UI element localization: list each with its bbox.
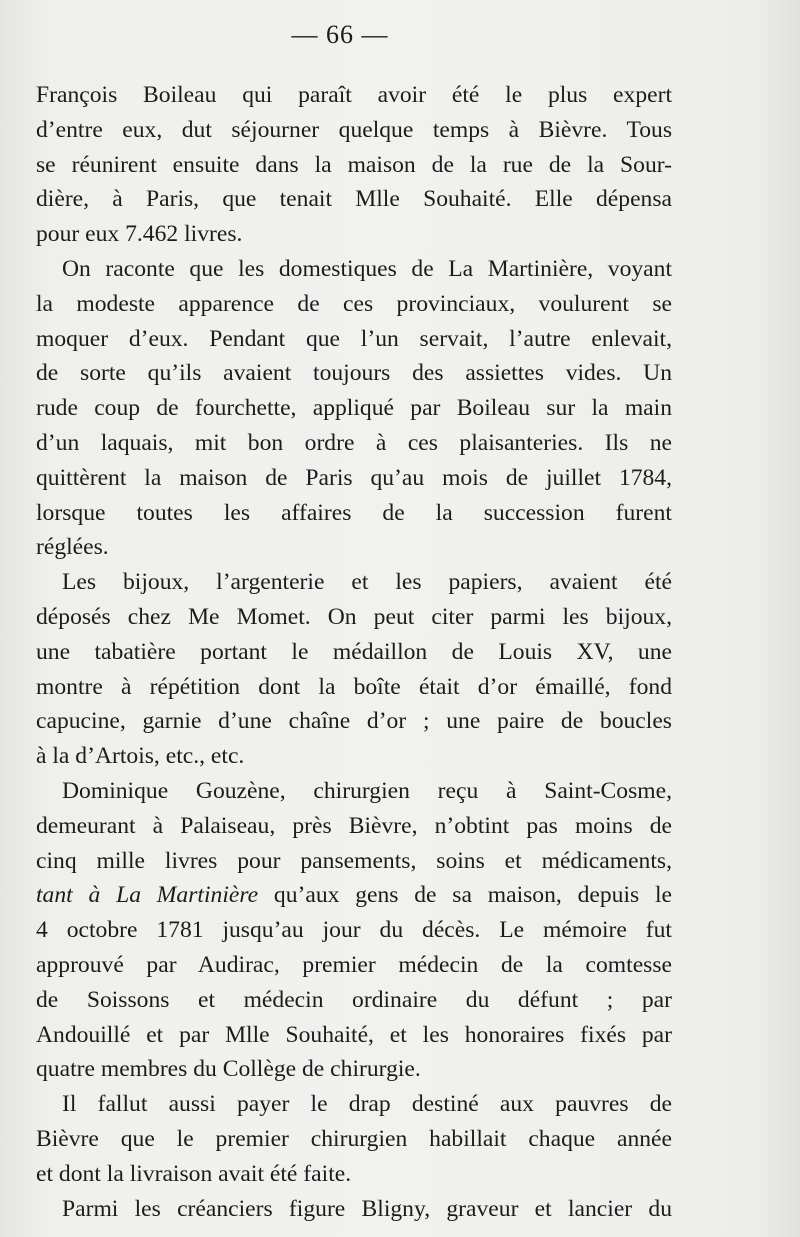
text-line: d’entre eux, dut séjourner quelque temps à Bièvre. Tous [36, 116, 672, 143]
text-line: Parmi les créanciers figure Bligny, graveur et lancier du [62, 1195, 672, 1222]
text-line: quatre membres du Collège de chirurgie. [36, 1056, 421, 1083]
text-line: Les bijoux, l’argenterie et les papiers, avaient été [62, 569, 672, 596]
page-number: — 66 — [291, 20, 389, 49]
body-text [36, 78, 672, 1226]
text-line: lorsque toutes les affaires de la succession furent [36, 499, 672, 526]
text-line: se réunirent ensuite dans la maison de la rue de la Sour- [36, 151, 672, 178]
text-line: montre à répétition dont la boîte était d’or émaillé, fond [36, 673, 672, 700]
text-line: pour eux 7.462 livres. [36, 221, 243, 248]
text-line: Dominique Gouzène, chirurgien reçu à Saint-Cosme, [62, 777, 672, 804]
text-line: quittèrent la maison de Paris qu’au mois de juillet 1784, [36, 464, 672, 491]
text-line: réglées. [36, 534, 109, 561]
text-line: moquer d’eux. Pendant que l’un servait, l’autre enlevait, [36, 325, 672, 352]
text-line: capucine, garnie d’une chaîne d’or ; une paire de boucles [36, 708, 672, 735]
text-line: Andouillé et par Mlle Souhaité, et les honoraires fixés par [36, 1021, 672, 1048]
text-line: 4 octobre 1781 jusqu’au jour du décès. Le mémoire fut [36, 917, 672, 944]
text-line: la modeste apparence de ces provinciaux, voulurent se [36, 290, 672, 317]
text-line: déposés chez Me Momet. On peut citer parmi les bijoux, [36, 603, 672, 630]
text-line: cinq mille livres pour pansements, soins et médicaments, [36, 847, 672, 874]
text-line: de Soissons et médecin ordinaire du défunt ; par [36, 986, 672, 1013]
text-line: de sorte qu’ils avaient toujours des assiettes vides. Un [36, 360, 672, 387]
text-line: rude coup de fourchette, appliqué par Boileau sur la main [36, 395, 672, 422]
text-line: approuvé par Audirac, premier médecin de la comtesse [36, 951, 672, 978]
text-line: d’un laquais, mit bon ordre à ces plaisanteries. Ils ne [36, 429, 672, 456]
text-line: demeurant à Palaiseau, près Bièvre, n’obtint pas moins de [36, 812, 672, 839]
text-line: On raconte que les domestiques de La Martinière, voyant [62, 255, 672, 282]
text-line: Bièvre que le premier chirurgien habillait chaque année [36, 1125, 672, 1152]
text-line: François Boileau qui paraît avoir été le plus expert [36, 82, 672, 108]
text-line: une tabatière portant le médaillon de Louis XV, une [36, 638, 672, 665]
text-line: Il fallut aussi payer le drap destiné aux pauvres de [62, 1091, 672, 1118]
text-line: tant à La Martinière qu’aux gens de sa maison, depuis le [36, 882, 672, 909]
text-line: dière, à Paris, que tenait Mlle Souhaité. Elle dépensa [36, 186, 672, 213]
text-line: et dont la livraison avait été faite. [36, 1160, 352, 1187]
text-line: à la d’Artois, etc., etc. [36, 743, 245, 770]
